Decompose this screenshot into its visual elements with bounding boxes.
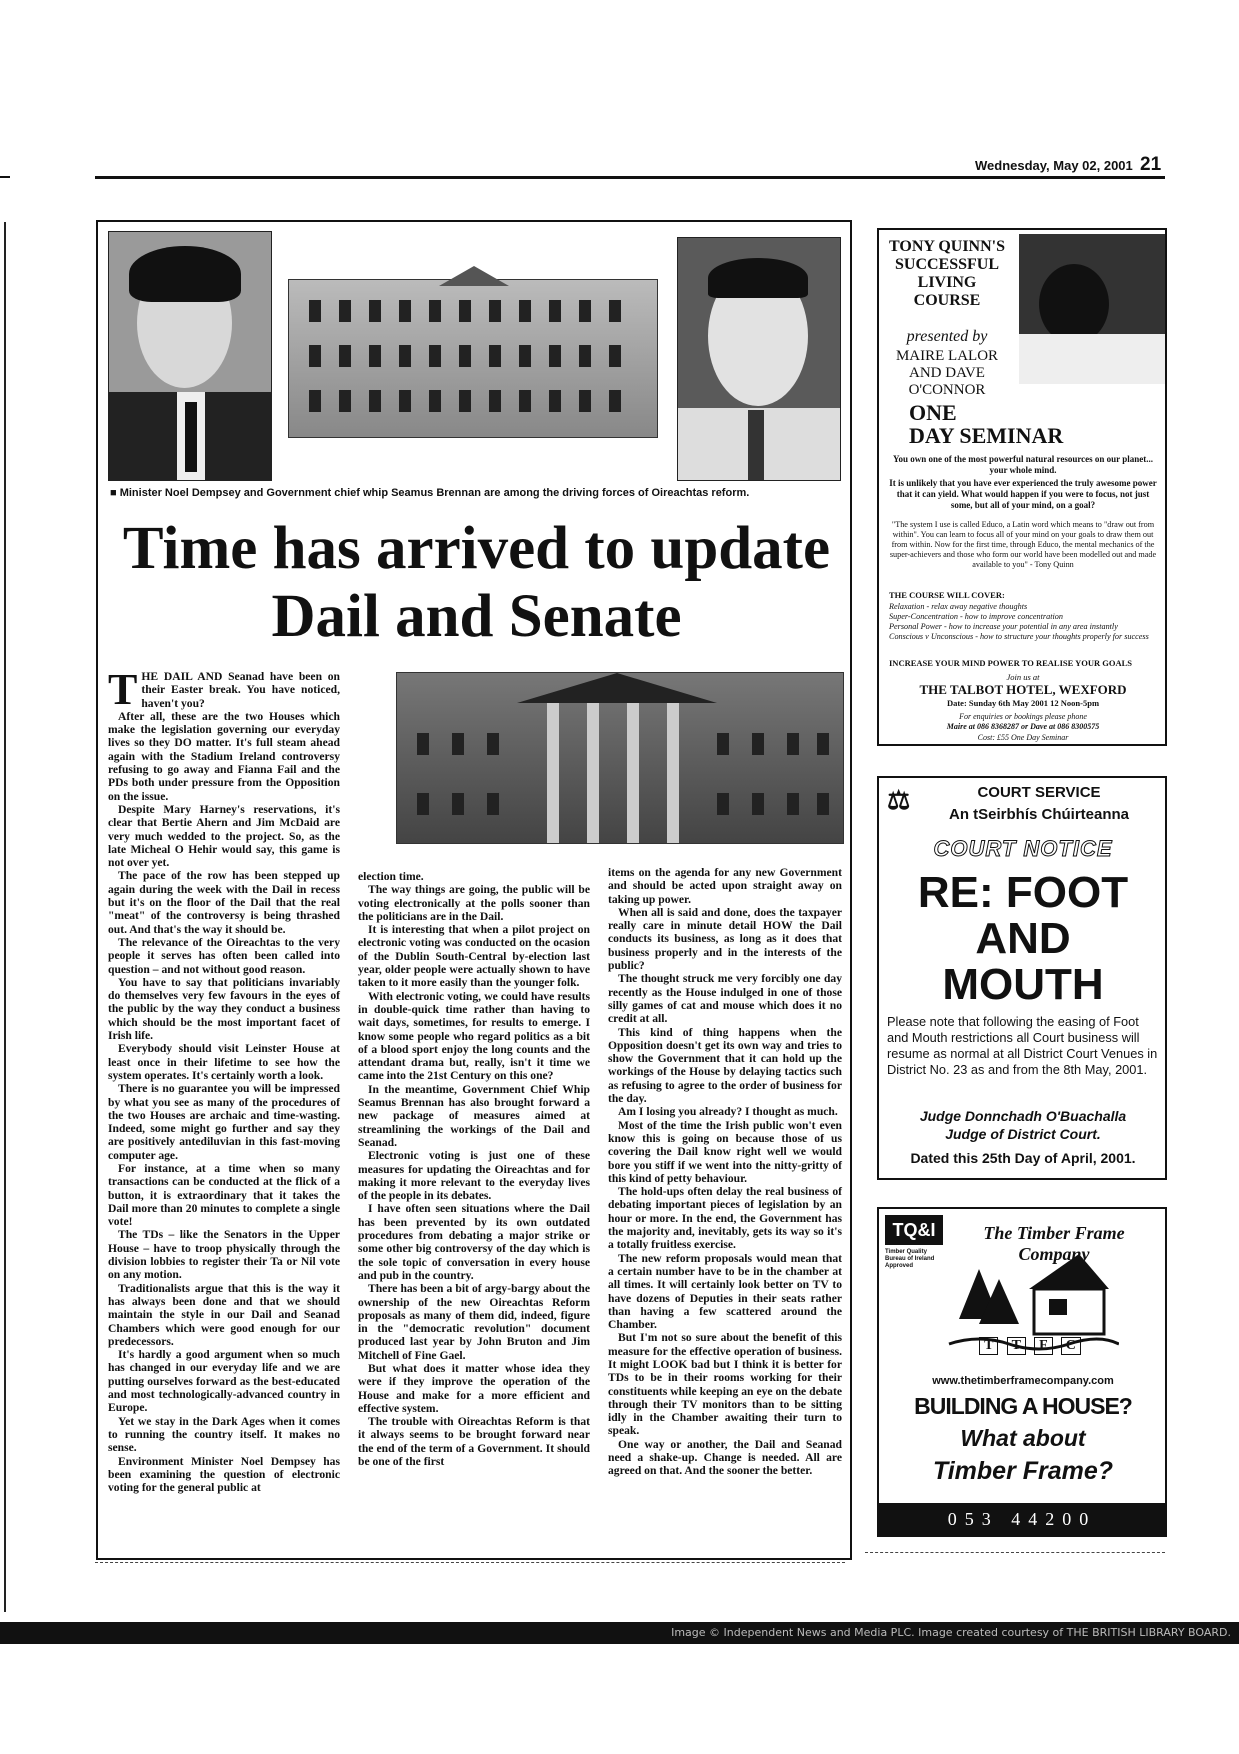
paragraph: For instance, at a time when so many transactions can be conducted at the flick of a button, it is extraordinary that it takes the Dail more than 20 minutes to complete a single vote! [108,1161,340,1229]
paragraph: election time. [358,870,424,883]
court-and: AND [975,914,1071,963]
paragraph: The way things are going, the public will be voting electronically at the polls sooner than the politicians are in the Dail. [358,883,590,923]
paragraph: The new reform proposals would mean that a certain number have to be in the chamber at all times. It will certainly look better on TV to have dozens of Deputies in their seats rather than having a few scattered around the Chamber. [608,1251,842,1332]
court-mouth: MOUTH [942,960,1104,1009]
court-notice-heading: COURT NOTICE [933,836,1113,861]
ad-intro2: It is unlikely that you have ever experienced the truly awesome power that it can yield. What would happen if you were to focus, not just some, but all of your mind, on a goal? [889,478,1157,510]
ad-venue: THE TALBOT HOTEL, WEXFORD [919,682,1127,697]
dropcap: T [108,665,138,714]
paragraph: But what does it matter whose idea they were if they improve the operation of the House and make for a more efficient and effective system. [358,1361,590,1415]
list-item: Conscious v Unconscious - how to structure your thoughts properly for success [889,632,1149,641]
ad-one: ONE [909,400,957,425]
ad-presenters: MAIRE LALOR AND DAVE O'CONNOR [895,348,999,398]
timber-frame: Timber Frame? [932,1457,1114,1485]
court-judge-title: Judge of District Court. [945,1126,1101,1142]
photo-leinster-house [288,279,658,438]
ad-photo-child [1019,234,1165,384]
photo-seamus-brennan [677,237,841,481]
tqi-logo-sub: Timber Quality Bureau of Ireland Approved [885,1249,935,1269]
article-column-3 [608,866,842,1478]
paragraph: I have often seen situations where the Dail has been prevented by its own outdated procedures from debating a major strike or some other big controversy of the day which is the sole topic of conversation in every house and pub in the country. [358,1202,590,1282]
list-item: Relaxation - relax away negative thoughts [889,602,1028,611]
court-irish: An tSeirbhís Chúirteanna [948,806,1130,823]
paragraph: The thought struck me very forcibly one day recently as the House indulged in one of those silly games of cat and mouse which does it no credit at all. [608,972,842,1026]
paragraph: It is interesting that when a pilot project on electronic voting was conducted on the ocasion of the Dublin South-Central by-election last year, older people were actually shown to have taken to it more easily than the younger folk. [358,923,590,990]
paragraph: There has been a bit of argy-bargy about the ownership of the new Oireachtas Reform proposals as many of them did, indeed, figure in the "democratic revolution" document produced last year by John Bruton and Jim Mitchell of Fine Gael. [358,1282,590,1362]
initial: F [1034,1337,1053,1355]
paragraph: Everybody should visit Leinster House at least once in their lifetime to see how the system operates. It's certainly worth a look. [108,1042,340,1082]
paragraph: The relevance of the Oireachtas to the very people it serves has often been called into question – and not without good reason. [108,935,340,976]
paragraph: This kind of thing happens when the Opposition doesn't get its own way and tries to show the Government that it can hold up the workings of the House by delaying tactics such as refusing to agree to the order of business for the day. [608,1025,842,1106]
paragraph: Environment Minister Noel Dempsey has been examining the question of electronic voting for the general public at [108,1454,340,1495]
ad-join: Join us at [1006,672,1040,682]
timber-building: BUILDING A HOUSE? [914,1393,1132,1419]
timber-phone: 053 44200 [879,1503,1165,1535]
tqi-logo: TQ&I [885,1215,943,1245]
initial: T [1007,1337,1026,1355]
court-body: Please note that following the easing of Foot and Mouth restrictions all Court business will resume as normal at all District Court Venues in District No. 23 as and from the 8th May, 2001. [887,1014,1158,1077]
initial: T [979,1337,998,1355]
bottom-divider [95,1562,845,1563]
ad-presented: presented by [906,328,988,345]
photo-caption: ■ Minister Noel Dempsey and Government chief whip Seamus Brennan are among the driving forces of Oireachtas reform. [110,487,750,499]
ad-date: Date: Sunday 6th May 2001 12 Noon-5pm [946,698,1100,708]
paragraph: Yet we stay in the Dark Ages when it comes to running the country itself. It makes no sense. [108,1414,340,1455]
ad-title: TONY QUINN'S SUCCESSFUL LIVING COURSE [888,238,1006,309]
page-number: 21 [1140,154,1162,175]
paragraph: In the meantime, Government Chief Whip Seamus Brennan has also brought forward a new package of measures aimed at streamlining the workings of the Dail and Seanad. [358,1082,590,1149]
ttfc-initials [975,1337,1085,1355]
article-column-1 [108,665,340,1495]
timber-what: What about [960,1425,1086,1451]
paragraph: Am I losing you already? I thought as much. [618,1105,838,1119]
list-item: Super-Concentration - how to improve concentration [889,612,1063,621]
photo-dail-facade [396,672,844,844]
paragraph: items on the agenda for any new Government and should be acted upon straight away on taking up power. [608,866,842,906]
court-service: COURT SERVICE [977,784,1101,801]
ad-timber-frame [877,1207,1167,1537]
article-column-2 [358,870,590,1468]
paragraph: One way or another, the Dail and Seanad need a shake-up. Change is needed. All are agreed on that. And the sooner the better. [608,1437,842,1478]
paragraph: Electronic voting is just one of these measures for updating the Oireachtas and for making it more relevant to the everyday lives of the people in its debates. [358,1149,590,1203]
headline: Time has arrived to update Dail and Senate [122,515,831,650]
bottom-divider-right [865,1552,1165,1553]
paragraph: Despite Mary Harney's reservations, it's clear that Bertie Ahern and Jim McDaid are very much wedded to the project. So, as the late Micheal O Hehir would say, this game is not over yet. [108,802,340,870]
paragraph: When all is said and done, does the taxpayer really care in minute detail HOW the Dail conducts its business, as long as it does that business properly and in the interests of the public? [608,905,842,973]
paragraph: The hold-ups often delay the real business of debating important pieces of legislation by an hour or more. In the end, the Government has the majority and, inevitably, gets its way so it's a totally fruitless exercise. [608,1185,842,1252]
timber-website: www.thetimberframecompany.com [932,1375,1114,1387]
paragraph: The trouble with Oireachtas Reform is that it always seems to be brought forward near the end of the term of a Government. It should be one of the first [358,1415,590,1469]
ad-enquiries: For enquiries or bookings please phone [959,712,1087,721]
ad-phones: Maire at 086 8368287 or Dave at 086 8300575 [946,722,1100,731]
paragraph: After all, these are the two Houses which make the legislation governing our everyday lives so they DO matter. It's full steam ahead again with the Stadium Ireland controversy refusing to go away and Fianna Fail and the PDs both under pressure from the Opposition on the issue. [108,709,340,803]
list-item: Personal Power - how to increase your potential in any area instantly [889,622,1118,631]
paragraph: Traditionalists argue that this is the way it has always been done and that we should maintain the style in our Dail and Seanad Chambers which were good enough for our predecessors. [108,1281,340,1348]
initial: C [1061,1337,1081,1355]
header-rule [95,176,1165,179]
paragraph: It's hardly a good argument when so much has changed in our everyday life and we are putting ourselves forward as the best-educated and most technologically-advanced country in Europe. [108,1348,340,1415]
ad-seminar: DAY SEMINAR [909,423,1064,448]
paragraph: The TDs – like the Senators in the Upper House – have to troop physically through the division lobbies to register their Ta or Nil vote on any motion. [108,1228,340,1282]
photo-noel-dempsey [108,231,272,481]
court-dated: Dated this 25th Day of April, 2001. [910,1150,1136,1166]
ad-cost: Cost: £55 One Day Seminar [977,733,1069,742]
ad-increase: INCREASE YOUR MIND POWER TO REALISE YOUR GOALS [889,658,1132,668]
ad-tony-quinn [877,228,1167,746]
ad-intro: You own one of the most powerful natural resources on our planet... your whole mind. [892,454,1153,475]
timber-company-name: The Timber Frame Company [983,1223,1125,1264]
court-logo-icon: ⚖ [887,786,911,815]
ad-quote: "The system I use is called Educo, a Latin word which means to "draw out from within". You can learn to focus all of your mind on your goals to draw them out from within. Now for the first time, through Educo, the mental mechanics of the super-achievers and those who form our world have been modelled out and made available to you" - Tony Quinn [889,520,1157,569]
court-re-foot: RE: FOOT [917,868,1129,917]
paragraph: The pace of the row has been stepped up again during the week with the Dail in recess but it's on the floor of the Dail that the real "meat" of the controversy is being thrashed out. And that's the way it should be. [108,869,340,936]
paragraph: But I'm not so sure about the benefit of this measure for the effective operation of business. It might LOOK bad but I think it is better for TDs to be in their rooms working for their constituents while keeping an eye on the debate through their TV monitors than to be sitting idly in the Chamber awaiting their turn to speak. [608,1331,842,1438]
court-judge: Judge Donnchadh O'Buachalla [919,1108,1127,1124]
paragraph: You have to say that politicians invariably do themselves very few favours in the eyes of the public by the way they conduct a business which should be the most important facet of Irish life. [108,975,340,1043]
paragraph: There is no guarantee you will be impressed by what you see as many of the procedures of the two Houses are archaic and time-wasting. Indeed, some might go further and say they are positively antediluvian in this fast-moving computer age. [108,1082,340,1162]
ad-court-notice [877,776,1167,1180]
issue-date: Wednesday, May 02, 2001 [975,158,1133,173]
paragraph: Most of the time the Irish public won't even know this is going on because those of us covering the Dail know right well we would bore you stiff if we went into the nitty-gritty of this kind of petty behaviour. [608,1118,842,1185]
left-margin-rule [0,176,10,178]
ad-cover-title: THE COURSE WILL COVER: [889,590,1005,600]
paragraph: With electronic voting, we could have results in double-quick time rather than having to wait days, sometimes, for results to emerge. I know some people who regard politics as a bit of a blood sport enjoy the long counts and the attendant drama but, really, isn't it time we came into the 21st Century on this one? [358,989,590,1083]
left-page-edge [0,222,6,1612]
paragraph: HE DAIL AND Seanad have been on their Easter break. You have noticed, haven't you? [141,670,340,710]
image-credit: Image © Independent News and Media PLC. Image created courtesy of THE BRITISH LIBRARY BOARD. [0,1622,1239,1644]
ad-cover-list [889,602,1159,642]
